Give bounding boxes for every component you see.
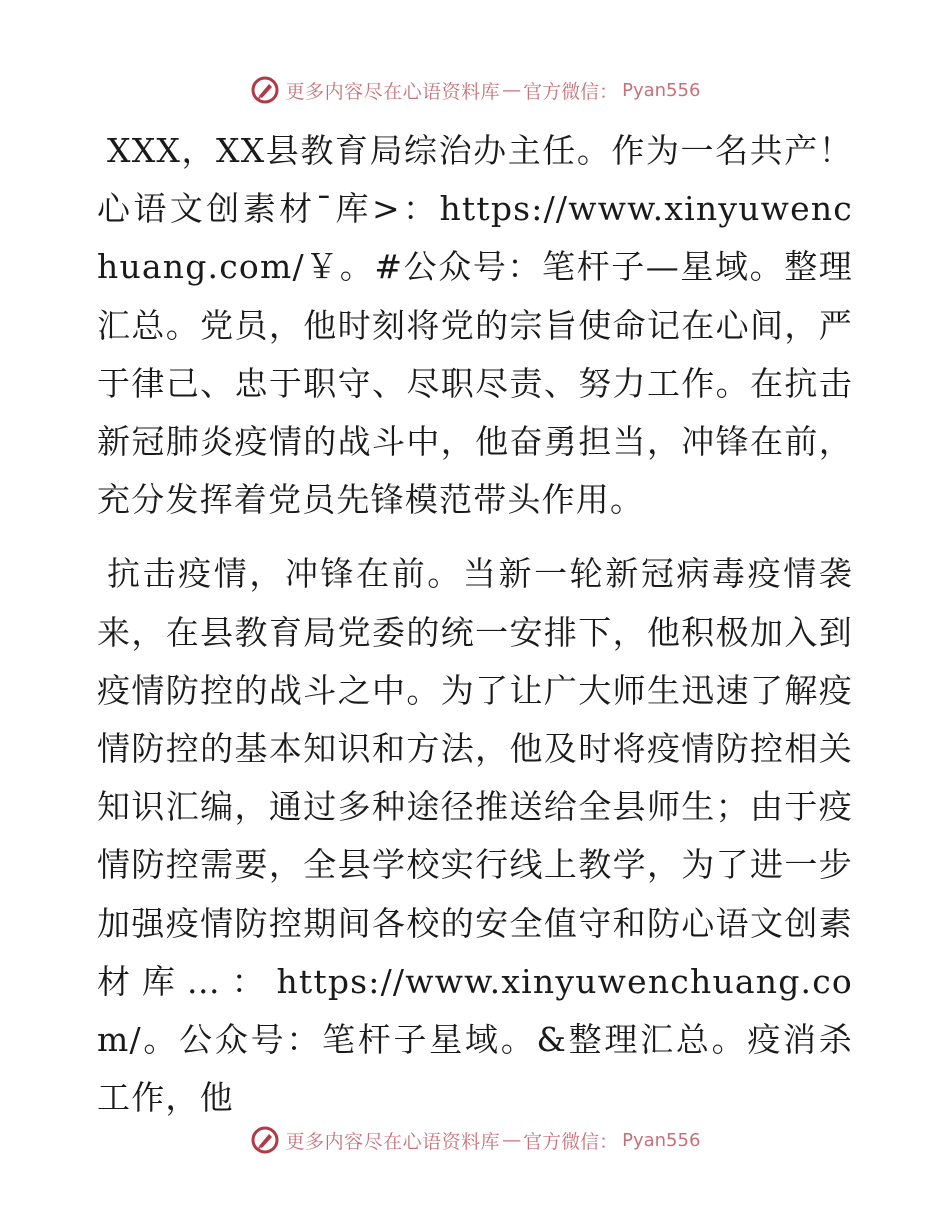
banner-wechat-id: Pyan556 (622, 1129, 701, 1151)
banner-dash: — (502, 1129, 522, 1151)
banner-label: 官方微信： (523, 1130, 619, 1153)
banner-label: 官方微信： (523, 80, 619, 103)
paragraph-1: XXX，XX县教育局综治办主任。作为一名共产！心语文创素材¯库>：https://www.xinyuwenchuang.com/￥。#公众号：笔杆子—星域。整理汇总。党员，他时刻将党的宗旨使命记在心间，严于律己、忠于职守、尽职尽责、努力工作。在抗击新冠肺炎疫情的战斗中，他奋勇担当，冲锋在前，充分发挥着党员先锋模范带头作用。 (97, 131, 853, 520)
paragraph-2: 抗击疫情，冲锋在前。当新一轮新冠病毒疫情袭来，在县教育局党委的统一安排下，他积极加入到疫情防控的战斗之中。为了让广大师生迅速了解疫情防控的基本知识和方法，他及时将疫情防控相关知识汇编，通过多种途径推送给全县师生；由于疫情防控需要，全县学校实行线上教学，为了进一步加强疫情防控期间各校的安全值守和防心语文创素材库…：https://www.xinyuwenchuang.com/。公众号：笔杆子星域。&整理汇总。疫消杀工作，他 (97, 554, 853, 1118)
banner-title: 更多内容尽在心语资料库 (285, 1130, 501, 1153)
header-banner (0, 70, 950, 110)
pen-logo-icon (250, 75, 280, 105)
document-body (97, 122, 853, 1127)
banner-wechat-id: Pyan556 (622, 79, 701, 101)
footer-banner (0, 1120, 950, 1160)
pen-logo-icon (250, 1125, 280, 1155)
banner-title: 更多内容尽在心语资料库 (285, 80, 501, 103)
banner-dash: — (502, 79, 522, 101)
